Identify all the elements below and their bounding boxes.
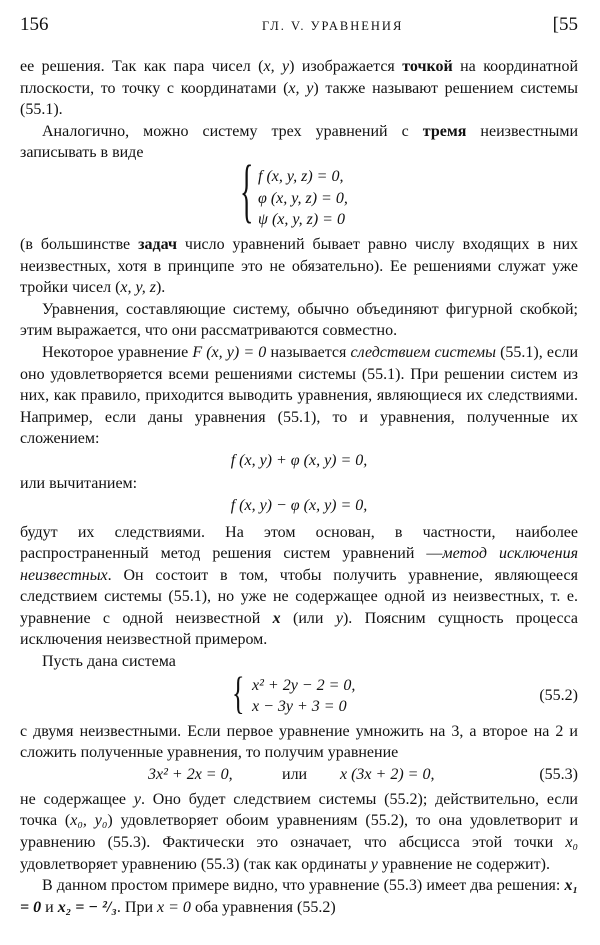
paragraph-5 — [20, 342, 578, 450]
page-number: 156 — [20, 14, 49, 35]
text: и — [45, 898, 54, 916]
system-row: ψ (x, y, z) = 0 — [258, 211, 345, 229]
text: не содержащее — [20, 790, 127, 808]
paragraph-2 — [20, 121, 578, 164]
section-number: [55 — [552, 14, 578, 35]
equation-difference — [20, 495, 578, 518]
paragraph-1 — [20, 56, 578, 121]
system-row: φ (x, y, z) = 0, — [258, 189, 348, 207]
equation-text: f (x, y) + φ (x, y) = 0, — [230, 451, 368, 469]
math-inline: x, y — [263, 58, 290, 75]
text: уравнение не содержит). — [381, 855, 550, 873]
text: удовлетворяет уравнению (55.3) (так как ординаты — [20, 855, 367, 873]
math-inline: x — [272, 609, 281, 627]
math-inline: y — [133, 790, 141, 808]
italic-term: следствием системы — [350, 343, 496, 361]
text: неизвестными записывать в виде — [20, 122, 579, 162]
text: ). Поясним сущность процесса исключения неизвестной примером. — [20, 609, 579, 649]
system-row: x² + 2y − 2 = 0, — [252, 676, 356, 694]
text: ) изображается — [289, 58, 395, 75]
text: ). — [155, 279, 166, 297]
text: (в большинстве — [20, 235, 131, 253]
math-inline: x, y — [288, 79, 314, 97]
text: . При — [116, 898, 154, 916]
paragraph-3 — [20, 234, 578, 299]
math-inline: y — [335, 609, 343, 627]
paragraph-4: Уравнения, составляющие систему, обычно объединяют фигурной скобкой; этим выражается, что они рассматриваются совместно. — [20, 300, 578, 340]
bold-term: точкой — [402, 58, 453, 75]
text: оба уравнения (55.2) — [194, 898, 336, 916]
text: будут их следствиями. На этом основан, в частности, наиболее распространенный метод решения систем уравнений — — [20, 523, 578, 563]
paragraph-8: Пусть дана система — [42, 653, 176, 671]
paragraph-10 — [20, 789, 578, 875]
math-inline: y — [370, 855, 378, 873]
system-55-2 — [20, 667, 578, 721]
paragraph-9: с двумя неизвестными. Если первое уравнение умножить на 3, а второе на 2 и сложить полученные уравнения, то получим уравнение — [20, 722, 578, 762]
equation-right: x (3x + 2) = 0, — [340, 765, 435, 783]
equation-number: (55.2) — [539, 686, 578, 704]
page-body — [20, 56, 578, 918]
paragraph-11 — [20, 875, 578, 918]
math-inline: F (x, y) = 0 — [192, 343, 267, 361]
math-inline: x₀, y₀ — [70, 812, 108, 830]
italic-term: метод исключения неизвестных — [20, 545, 578, 584]
equation-connector: или — [282, 765, 308, 783]
bold-term: задач — [138, 235, 177, 253]
math-inline: x, y, z — [120, 279, 156, 297]
text: (или — [293, 609, 324, 627]
equation-sum — [20, 450, 578, 473]
text: называется — [270, 343, 347, 361]
system-rows — [252, 675, 355, 718]
system-row: x − 3y + 3 = 0 — [252, 698, 347, 716]
text: В данном простом примере видно, что уравнение (55.3) имеет два решения: — [42, 877, 561, 895]
system-rows — [258, 166, 348, 231]
paragraph-7 — [20, 522, 578, 652]
system-row: f (x, y, z) = 0, — [258, 167, 344, 185]
bold-term: тремя — [422, 122, 467, 140]
curly-brace: { — [240, 152, 254, 232]
text: (55.1), если оно удовлетворяется всеми решениями системы (55.1). При решении систем из них, как правило, приходится выводить уравнения, являющиеся их следствиями. Например, если даны уравнения (55.1), то и уравнения, полученные их сложением: — [20, 343, 579, 448]
page-header — [20, 14, 578, 40]
system-three-equations — [20, 152, 578, 234]
text: ) также называют решением системы (55.1). — [20, 79, 578, 119]
running-title: ГЛ. V. УРАВНЕНИЯ — [262, 19, 404, 33]
text: . Он состоит в том, чтобы получить уравнение, являющееся следствием системы (55.1), но уже не содержащее одной из неизвестных, т. е. уравнение с одной неизвестной — [20, 566, 578, 627]
equation-text: f (x, y) − φ (x, y) = 0, — [230, 496, 368, 514]
text: Аналогично, можно систему трех уравнений с — [42, 122, 409, 140]
math-inline: x₀ — [565, 834, 579, 852]
text: ее решения. Так как пара чисел ( — [20, 58, 264, 75]
text: ) удовлетворяет обоим уравнениям (55.2), то она удовлетворит и уравнению (55.3). Фактически это означает, что абсцисса этой точки — [20, 812, 579, 852]
math-inline: x = 0 — [157, 898, 191, 916]
equation-number: (55.3) — [539, 765, 578, 783]
equation-left: 3x² + 2x = 0, — [148, 765, 233, 783]
curly-brace: { — [232, 667, 245, 718]
equation-55-3 — [20, 764, 578, 787]
math-inline: x₁ = 0 — [20, 877, 579, 916]
text: число уравнений бывает равно числу входящих в них неизвестных, хотя в принципе это не обязательно). Ее решениями служат уже тройки чисел ( — [20, 235, 579, 297]
text: . Оно будет следствием системы (55.2); действительно, если точка ( — [20, 790, 578, 830]
text: на координатной плоскости, то точку с координатами ( — [20, 58, 579, 97]
text: Некоторое уравнение — [42, 343, 189, 361]
math-inline: x₂ = − ²/₃ — [57, 898, 117, 916]
paragraph-6: или вычитанием: — [20, 474, 138, 492]
